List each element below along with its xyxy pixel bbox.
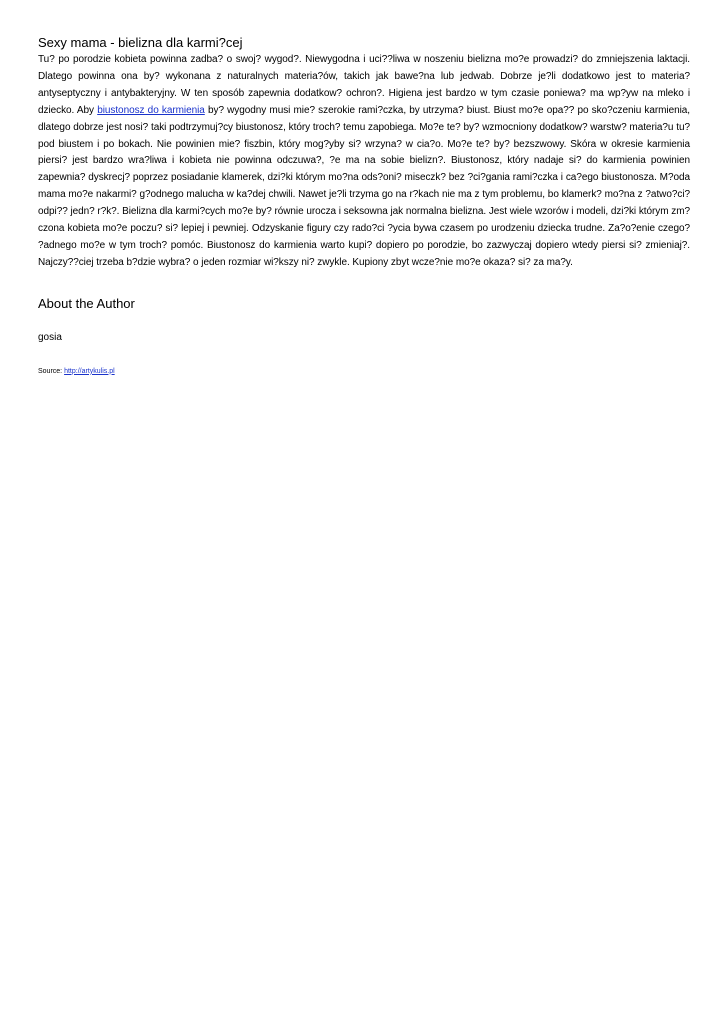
article-body-intro: Tu? po porodzie kobieta powinna zadba? o swoj? wygod?. Niewygodna i uci??liwa w noszeniu bielizna mo?e prowadzi? do zmniejszenia laktacji. Dlatego powinna ona by? wykonana z naturalnych materia?ów, takich jak bawe?na lub jedwab. Dobrze je?li dodatkowo jest to materia? antyseptyczny i antybakteryjny. W ten sposób zapewnia dodatkow? ochron?. Higiena jest bardzo w tym czasie poniewa? ma wp?yw na mleko i dziecko. Aby (38, 54, 690, 116)
article-title: Sexy mama - bielizna dla karmi?cej (38, 35, 243, 50)
author-name: gosia (38, 331, 62, 343)
document-page (38, 34, 690, 377)
source-link[interactable]: http://artykulis.pl (64, 367, 115, 375)
source-label: Source: (38, 367, 65, 375)
article-body-rest: by? wygodny musi mie? szerokie rami?czka, by utrzyma? biust. Biust mo?e opa?? po sko?czeniu karmienia, dlatego dobrze jest nosi? taki podtrzymuj?cy biustonosz, który troch? temu zapobiega. Mo?e te? by? wzmocniony dodatkow? warstw? materia?u tu? pod biustem i po bokach. Nie powinien mie? fiszbin, który mog?yby si? wrzyna? w cia?o. Mo?e te? by? bezszwowy. Skóra w okresie karmienia piersi? jest bardzo wra?liwa i kobieta nie powinna odczuwa?, ?e ma na sobie bielizn?. Biustonosz, który nadaje si? do karmienia powinien zapewnia? dyskrecj? poprzez posiadanie klamerek, dzi?ki którym mo?na ods?oni? miseczk? bez ?ci?gania rami?czka i ca?ego biustonosza. M?oda mama mo?e nakarmi? g?odnego malucha w ka?dej chwili. Nawet je?li trzyma go na r?kach nie ma z tym problemu, bo klamerk? mo?na z ?atwo?ci? odpi?? jedn? r?k?. Bielizna dla karmi?cych mo?e by? równie urocza i seksowna jak normalna bielizna. Jest wiele wzorów i modeli, dzi?ki którym zm?czona kobieta mo?e poczu? si? lepiej i pewniej. Odzyskanie figury czy rado?ci ?ycia bywa czasem po urodzeniu dziecka trudne. Za?o?enie czego? ?adnego mo?e w tym troch? pomóc. Biustonosz do karmienia warto kupi? dopiero po porodzie, bo zazwyczaj dopiero wtedy piersi si? zmieniaj?. Najczy??ciej trzeba b?dzie wybra? o jeden rozmiar wi?kszy ni? zwykle. Kupiony zbyt wcze?nie mo?e okaza? si? za ma?y. (38, 104, 691, 268)
about-author-heading: About the Author (38, 295, 135, 311)
source-line (38, 367, 690, 377)
nursing-bra-link[interactable]: biustonosz do karmienia (97, 104, 205, 116)
article-body (38, 52, 690, 272)
